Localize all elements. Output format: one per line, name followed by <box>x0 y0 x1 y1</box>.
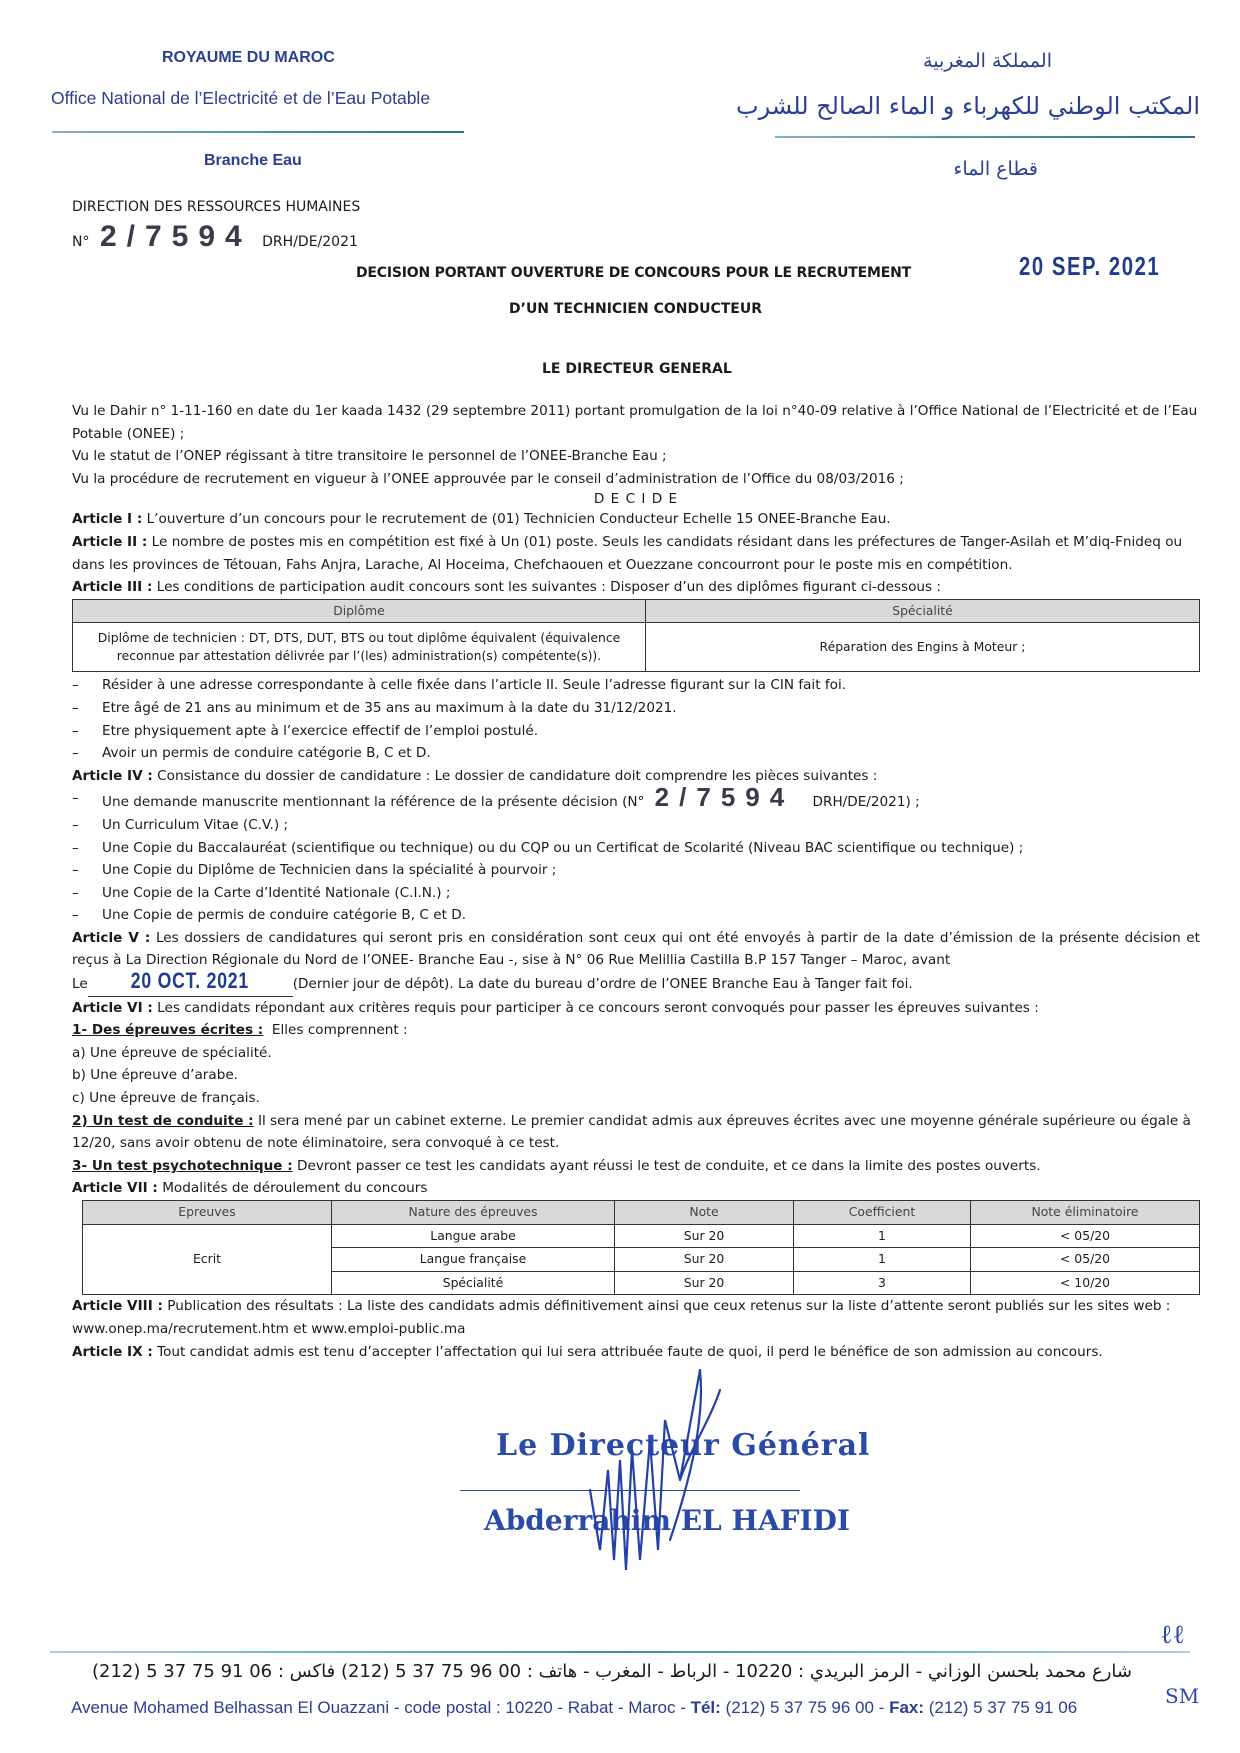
footer-fax-label: Fax: <box>889 1698 925 1717</box>
footer-address-ar: شارع محمد بلحسن الوزاني - الرمز البريدي : 10220 - الرباط - المغرب - هاتف : 00 96 75 37 5 (212) فاكس : 06 91 75 37 5 (212) <box>91 1661 1132 1682</box>
decide-heading: D E C I D E <box>593 491 679 508</box>
dossier-item: – Une Copie de permis de conduire catégorie B, C et D. <box>72 904 1200 927</box>
dossier-ref-stamp: 2/7594 <box>654 782 795 813</box>
article-4-label: Article IV : <box>72 767 153 784</box>
article-8-label: Article VIII : <box>72 1298 163 1315</box>
dossier-item <box>72 782 1200 814</box>
driving-test <box>72 1110 1200 1155</box>
exam-table <box>82 1200 1200 1295</box>
article-1-label: Article I : <box>72 511 143 528</box>
article-5 <box>72 927 1200 972</box>
ref-suffix: DRH/DE/2021 <box>262 234 358 250</box>
condition-item: – Avoir un permis de conduire catégorie B, C et D. <box>72 742 1200 765</box>
office-name-ar: المكتب الوطني للكهرباء و الماء الصالح للشرب <box>736 92 1200 120</box>
exam-header-coefficient: Coefficient <box>794 1201 971 1225</box>
date-stamp: 20 SEP. 2021 <box>1019 251 1161 281</box>
exam-elim-cell: < 10/20 <box>971 1271 1200 1295</box>
psycho-test <box>72 1155 1200 1178</box>
dossier-item: – Une Copie du Diplôme de Technicien dans la spécialité à pourvoir ; <box>72 859 1200 882</box>
diploma-table <box>72 599 1200 673</box>
exam-nature-cell: Langue arabe <box>332 1224 615 1248</box>
condition-item: – Etre âgé de 21 ans au minimum et de 35 ans au maximum à la date du 31/12/2021. <box>72 697 1200 720</box>
deadline-note: (Dernier jour de dépôt). La date du bureau d’ordre de l’ONEE Branche Eau à Tanger fait foi. <box>292 976 913 993</box>
signature-title: Le Directeur Général <box>496 1428 871 1463</box>
exam-elim-cell: < 05/20 <box>971 1248 1200 1272</box>
article-1 <box>72 508 1200 531</box>
office-name-fr: Office National de l’Electricité et de l’Eau Potable <box>51 88 431 108</box>
exam-nature-cell: Langue française <box>332 1248 615 1272</box>
article-3-label: Article III : <box>72 579 153 596</box>
article-8-text: Publication des résultats : La liste des candidats admis définitivement ainsi que ceux retenus sur la liste d’attente seront publiés sur les sites web : www.onep.ma/recrutement.htm et www.emploi-public.ma <box>72 1298 1171 1337</box>
dossier-item-1-post: DRH/DE/2021) ; <box>812 794 920 811</box>
branch-name-ar: قطاع الماء <box>953 158 1038 180</box>
exam-header-epreuves: Epreuves <box>83 1201 332 1225</box>
article-7 <box>72 1177 1200 1200</box>
article-6 <box>72 997 1200 1020</box>
ref-number-stamp: 2/7594 <box>99 220 252 253</box>
diploma-header: Diplôme <box>73 599 646 623</box>
exam-note-cell: Sur 20 <box>615 1248 794 1272</box>
condition-item: – Résider à une adresse correspondante à celle fixée dans l’article II. Seule l’adresse figurant sur la CIN fait foi. <box>72 674 1200 697</box>
footer-fax: (212) 5 37 75 91 06 <box>924 1698 1078 1717</box>
reference-line <box>72 220 358 254</box>
driving-test-label: 2) Un test de conduite : <box>72 1112 254 1129</box>
footer-tel: (212) 5 37 75 96 00 - <box>720 1698 890 1717</box>
article-2 <box>72 531 1200 576</box>
dossier-item: – Une Copie du Baccalauréat (scientifique ou technique) ou du CQP ou un Certificat de Scolarité (Niveau BAC scientifique ou technique) ; <box>72 837 1200 860</box>
article-4 <box>72 765 1200 788</box>
branch-name-fr: Branche Eau <box>204 152 302 169</box>
exam-header-eliminatory: Note éliminatoire <box>971 1201 1200 1225</box>
signatory-heading: LE DIRECTEUR GENERAL <box>542 361 732 377</box>
footer-address: Avenue Mohamed Belhassan El Ouazzani - code postal : 10220 - Rabat - Maroc - <box>71 1698 691 1717</box>
condition-item: – Etre physiquement apte à l’exercice effectif de l’emploi postulé. <box>72 720 1200 743</box>
article-3 <box>72 576 1200 599</box>
direction-name: DIRECTION DES RESSOURCES HUMAINES <box>72 199 361 215</box>
decision-title-line1: DECISION PORTANT OUVERTURE DE CONCOURS POUR LE RECRUTEMENT <box>356 265 911 281</box>
diploma-cell: Diplôme de technicien : DT, DTS, DUT, BTS ou tout diplôme équivalent (équivalence reconnue par attestation délivrée par l’(les) administration(s) compétente(s)). <box>73 623 646 672</box>
exam-coef-cell: 1 <box>794 1224 971 1248</box>
written-exams <box>72 1019 1200 1042</box>
exam-coef-cell: 1 <box>794 1248 971 1272</box>
exam-elim-cell: < 05/20 <box>971 1224 1200 1248</box>
exam-group-cell: Ecrit <box>83 1224 332 1295</box>
article-6-label: Article VI : <box>72 999 153 1016</box>
deadline-stamp: 20 OCT. 2021 <box>131 968 250 994</box>
article-2-text: Le nombre de postes mis en compétition est fixé à Un (01) poste. Seuls les candidats résidant dans les préfectures de Tanger-Asilah et M’diq-Fnideq ou dans les provinces de Tétouan, Fahs Anjra, Larache, Al Hoceima, Chefchaouen et Ouezzane concourront pour le poste mis en compétition. <box>72 533 1183 573</box>
vu-statut: Vu le statut de l’ONEP régissant à titre transitoire le personnel de l’ONEE-Branche Eau ; <box>72 448 667 465</box>
article-5-label: Article V : <box>72 929 151 946</box>
exam-item: a) Une épreuve de spécialité. <box>72 1044 272 1061</box>
decision-body <box>72 400 1200 1363</box>
exam-item: b) Une épreuve d’arabe. <box>72 1067 239 1084</box>
header-rule-left <box>52 131 464 133</box>
signature-name: Abderrahim EL HAFIDI <box>484 1504 851 1537</box>
specialty-header: Spécialité <box>646 599 1200 623</box>
article-3-text: Les conditions de participation audit concours sont les suivantes : Disposer d’un des diplômes figurant ci-dessous : <box>156 579 941 596</box>
dossier-item: – Une Copie de la Carte d’Identité Nationale (C.I.N.) ; <box>72 882 1200 905</box>
paraph-mark: ℓℓ <box>1160 1620 1185 1650</box>
vu-dahir: Vu le Dahir n° 1-11-160 en date du 1er kaada 1432 (29 septembre 2011) portant promulgation de la loi n°40-09 relative à l’Office National de l’Electricité et de l’Eau Potable (ONEE) ; <box>72 403 1198 442</box>
article-7-text: Modalités de déroulement du concours <box>162 1180 428 1197</box>
exam-coef-cell: 3 <box>794 1271 971 1295</box>
deadline-field <box>88 968 293 997</box>
deadline-le: Le <box>72 976 88 993</box>
exam-note-cell: Sur 20 <box>615 1224 794 1248</box>
exam-item: c) Une épreuve de français. <box>72 1090 260 1107</box>
article-8 <box>72 1295 1200 1340</box>
psycho-test-text: Devront passer ce test les candidats ayant réussi le test de conduite, et ce dans la limite des postes ouverts. <box>297 1157 1041 1174</box>
written-exams-label: 1- Des épreuves écrites : <box>72 1022 264 1039</box>
article-9-label: Article IX : <box>72 1343 153 1360</box>
written-exams-text: Elles comprennent : <box>271 1022 408 1039</box>
header-rule-right <box>775 136 1195 138</box>
specialty-cell: Réparation des Engins à Moteur ; <box>646 623 1200 672</box>
article-1-text: L’ouverture d’un concours pour le recrutement de (01) Technicien Conducteur Echelle 15 ONEE-Branche Eau. <box>146 511 891 528</box>
handwritten-signature <box>530 1360 830 1590</box>
article-9-text: Tout candidat admis est tenu d’accepter l’affectation qui lui sera attribuée faute de quoi, il perd le bénéfice de son admission au concours. <box>157 1343 1103 1360</box>
article-5-deadline <box>72 968 1200 997</box>
driving-test-text: Il sera mené par un cabinet externe. Le premier candidat admis aux épreuves écrites avec une moyenne générale supérieure ou égale à 12/20, sans avoir obtenu de note éliminatoire, sera convoqué à ce test. <box>72 1112 1191 1152</box>
footer-rule <box>50 1651 1190 1653</box>
kingdom-title-fr: ROYAUME DU MAROC <box>162 49 335 66</box>
vu-procedure: Vu la procédure de recrutement en vigueur à l’ONEE approuvée par le conseil d’administration de l’Office du 08/03/2016 ; <box>72 470 904 487</box>
footer-initials: SM <box>1165 1684 1200 1708</box>
article-5-text: Les dossiers de candidatures qui seront pris en considération sont ceux qui ont été envoyés à partir de la date d’émission de la présente décision et reçus à La Direction Régionale du Nord de l’ONEE- Branche Eau -, sise à N° 06 Rue Melillia Castilla B.P 157 Tanger – Maroc, avant <box>72 929 1200 969</box>
article-4-text: Consistance du dossier de candidature : Le dossier de candidature doit comprendre les pièces suivantes : <box>157 767 878 784</box>
article-6-text: Les candidats répondant aux critères requis pour participer à ce concours seront convoqués pour passer les épreuves suivantes : <box>157 999 1039 1016</box>
footer-address-fr <box>71 1698 1077 1718</box>
article-7-label: Article VII : <box>72 1180 158 1197</box>
article-2-label: Article II : <box>72 533 148 550</box>
dossier-item-1-pre: Une demande manuscrite mentionnant la référence de la présente décision (N° <box>102 794 645 811</box>
exam-header-nature: Nature des épreuves <box>332 1201 615 1225</box>
exam-note-cell: Sur 20 <box>615 1271 794 1295</box>
dossier-item: – Un Curriculum Vitae (C.V.) ; <box>72 814 1200 837</box>
decision-title-line2: D’UN TECHNICIEN CONDUCTEUR <box>509 301 762 317</box>
ref-prefix: N° <box>72 234 90 250</box>
kingdom-title-ar: المملكة المغربية <box>923 50 1052 72</box>
exam-header-note: Note <box>615 1201 794 1225</box>
exam-nature-cell: Spécialité <box>332 1271 615 1295</box>
footer-tel-label: Tél: <box>690 1698 721 1717</box>
psycho-test-label: 3- Un test psychotechnique : <box>72 1157 293 1174</box>
